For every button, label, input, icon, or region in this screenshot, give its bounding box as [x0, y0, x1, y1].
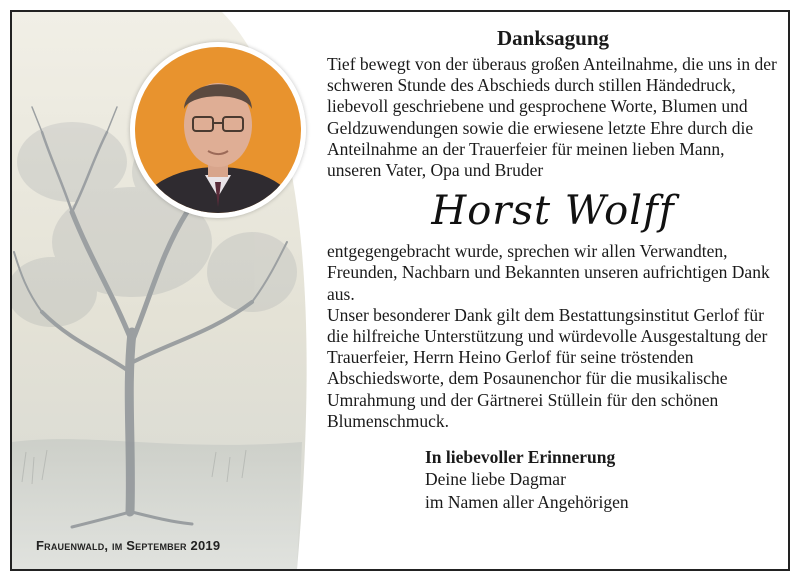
place-date: Frauenwald, im September 2019 — [36, 538, 221, 553]
intro-paragraph: Tief bewegt von der überaus großen Anteilnahme, die uns in der schweren Stunde des Abschieds durch stillen Händedruck, liebevoll geschriebene und gesprochene Worte, Blumen und Geldzuwendungen sowie die erwiesene letzte Ehre durch die Anteilnahme an der Trauerfeier für meinen lieben Mann, unseren Vater, Opa und Bruder — [327, 54, 777, 181]
deceased-name: Horst Wolff — [431, 188, 675, 235]
obituary-card — [10, 10, 790, 571]
closing-family: im Namen aller Angehörigen — [425, 492, 629, 513]
portrait-photo — [130, 42, 306, 218]
thanks-paragraph: entgegengebracht wurde, sprechen wir allen Verwandten, Freunden, Nachbarn und Bekannten unseren aufrichtigen Dank aus. — [327, 241, 770, 304]
notice-heading: Danksagung — [496, 26, 610, 50]
closing-block — [327, 446, 779, 514]
closing-heading: In liebevoller Erinnerung — [425, 447, 616, 468]
closing-signature: Deine liebe Dagmar — [425, 469, 566, 490]
portrait-illustration — [135, 47, 301, 213]
special-thanks-paragraph: Unser besonderer Dank gilt dem Bestattungsinstitut Gerlof für die hilfreiche Unterstützung und würdevolle Ausgestaltung der Trauerfeier, Herrn Heino Gerlof für seine tröstenden Abschiedsworte, dem Posaunenchor für die musikalische Umrahmung und der Gärtnerei Stüllein für den schönen Blumenschmuck. — [327, 304, 768, 431]
notice-text — [327, 26, 779, 514]
